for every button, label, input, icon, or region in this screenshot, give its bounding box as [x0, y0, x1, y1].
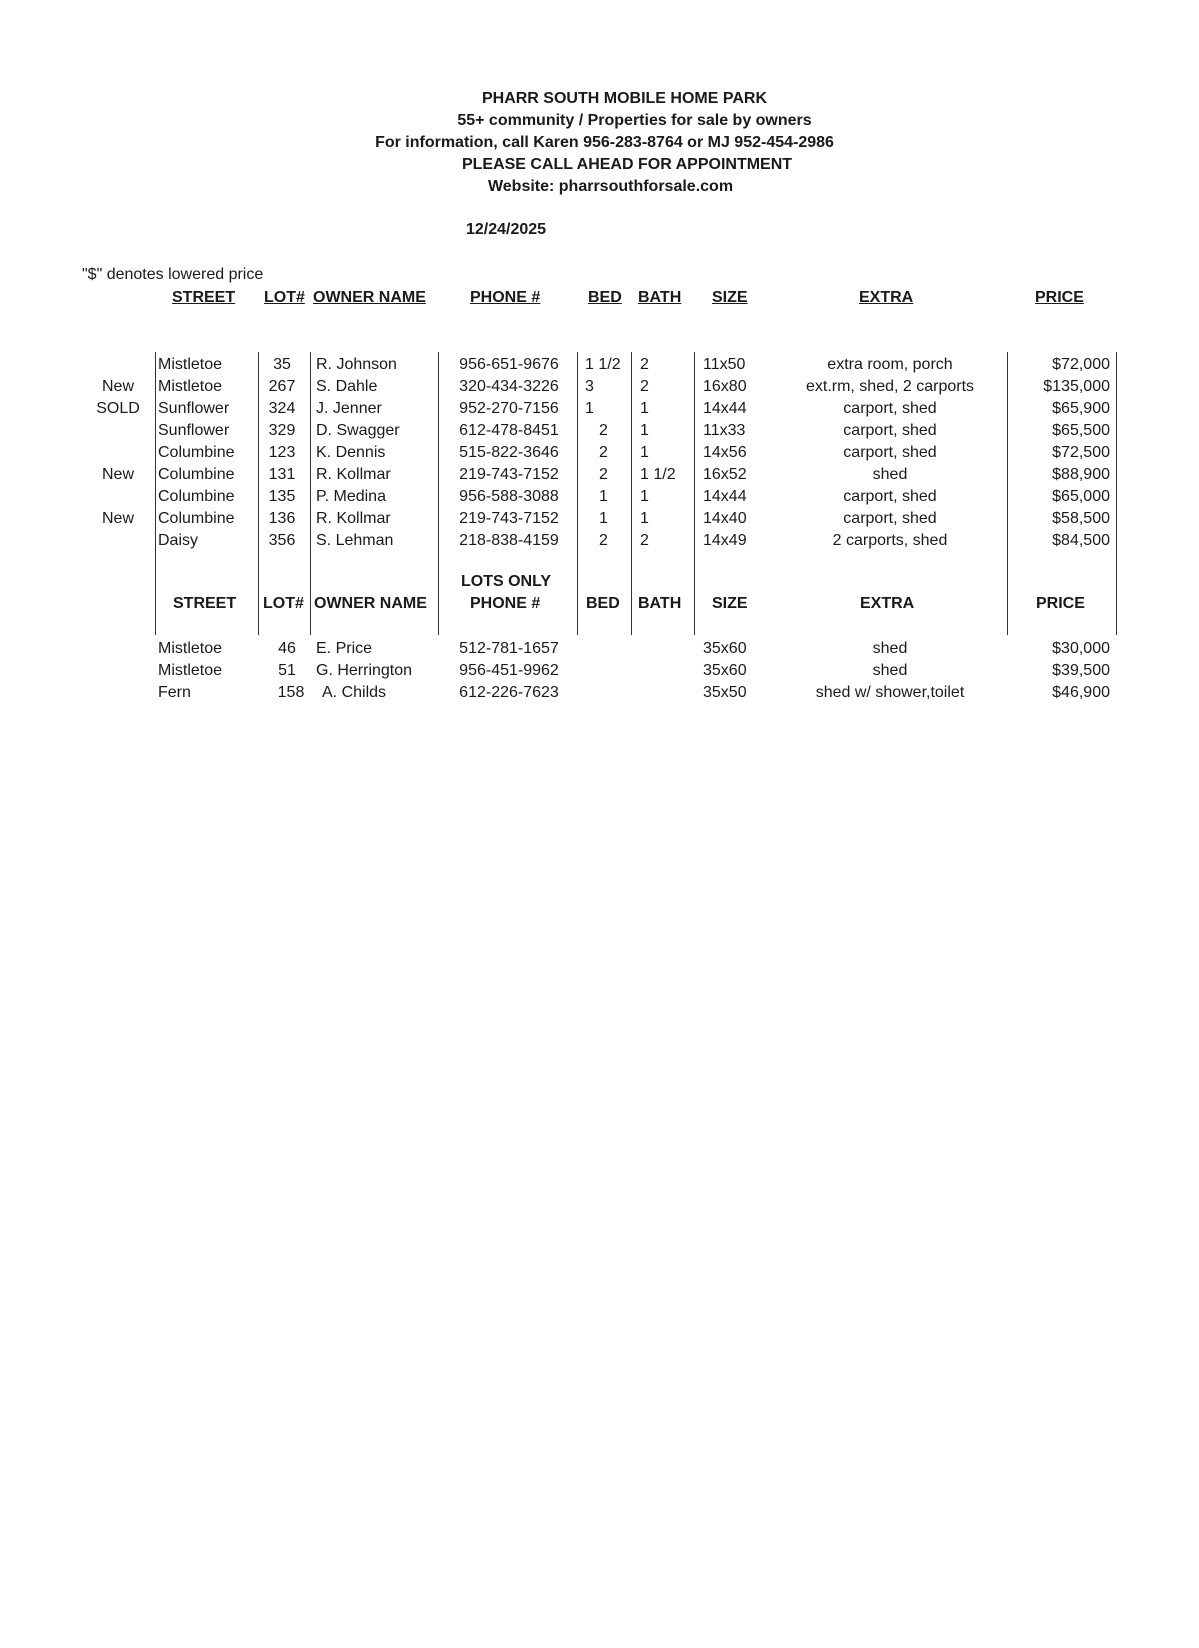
cell-bed: 1	[599, 510, 608, 527]
cell-bed: 1	[599, 488, 608, 505]
cell-size: 14x56	[703, 444, 747, 461]
cell-price: $84,500	[1052, 532, 1110, 549]
cell-bath: 2	[640, 356, 649, 373]
cell-extra: extra room, porch	[827, 356, 953, 373]
cell-owner: R. Johnson	[316, 356, 397, 373]
cell-size: 35x50	[703, 684, 747, 701]
cell-owner: R. Kollmar	[316, 510, 391, 527]
cell-bath: 1 1/2	[640, 466, 676, 483]
cell-extra: carport, shed	[843, 422, 937, 439]
document-header	[0, 88, 1199, 198]
lots-col-owner: OWNER NAME	[314, 595, 427, 612]
lots-only-title: LOTS ONLY	[461, 573, 552, 590]
lots-col-size: SIZE	[712, 595, 748, 612]
col-size: SIZE	[712, 289, 748, 306]
cell-extra: carport, shed	[843, 510, 937, 527]
cell-phone: 956-451-9962	[459, 662, 559, 679]
cell-street: Daisy	[158, 532, 199, 549]
cell-street: Mistletoe	[158, 662, 223, 679]
cell-owner: S. Dahle	[316, 378, 378, 395]
cell-phone: 956-588-3088	[459, 488, 559, 505]
cell-street: Sunflower	[158, 400, 230, 417]
cell-street: Fern	[158, 684, 191, 701]
cell-size: 11x50	[703, 356, 746, 373]
lots-col-street: STREET	[173, 595, 237, 612]
cell-bath: 1	[640, 422, 649, 439]
cell-extra: carport, shed	[843, 488, 937, 505]
table-rule	[1116, 352, 1117, 635]
cell-size: 14x44	[703, 488, 747, 505]
col-extra: EXTRA	[859, 289, 914, 306]
table-rule	[258, 352, 259, 635]
cell-lot: 51	[278, 662, 296, 679]
cell-bed: 3	[585, 378, 594, 395]
table-rule	[155, 352, 156, 635]
cell-lot: 135	[268, 488, 296, 505]
cell-owner: A. Childs	[322, 684, 387, 701]
cell-phone: 219-743-7152	[459, 510, 559, 527]
col-owner: OWNER NAME	[313, 289, 426, 306]
cell-extra: carport, shed	[843, 400, 937, 417]
cell-lot: 329	[268, 422, 296, 439]
cell-size: 16x52	[703, 466, 747, 483]
cell-extra: ext.rm, shed, 2 carports	[805, 378, 975, 395]
cell-extra: shed	[872, 466, 908, 483]
lots-col-price: PRICE	[1036, 595, 1085, 612]
cell-street: Mistletoe	[158, 356, 223, 373]
col-lot: LOT#	[264, 289, 305, 306]
cell-bed: 2	[599, 532, 608, 549]
cell-lot: 35	[273, 356, 291, 373]
appointment-note: PLEASE CALL AHEAD FOR APPOINTMENT	[461, 156, 793, 173]
cell-price: $65,500	[1052, 422, 1110, 439]
cell-extra: 2 carports, shed	[832, 532, 948, 549]
lots-col-bath: BATH	[638, 595, 682, 612]
cell-lot: 131	[268, 466, 296, 483]
cell-status: New	[101, 510, 134, 527]
lots-col-extra: EXTRA	[860, 595, 915, 612]
cell-price: $72,500	[1052, 444, 1110, 461]
table-rule	[577, 352, 578, 635]
cell-phone: 320-434-3226	[459, 378, 559, 395]
cell-price: $65,900	[1052, 400, 1110, 417]
table-rule	[310, 352, 311, 635]
cell-bed: 2	[599, 444, 608, 461]
cell-street: Columbine	[158, 488, 235, 505]
col-price: PRICE	[1035, 289, 1084, 306]
cell-status: SOLD	[96, 400, 140, 417]
cell-lot: 356	[268, 532, 296, 549]
cell-price: $39,500	[1052, 662, 1110, 679]
col-street: STREET	[172, 289, 236, 306]
lots-col-lot: LOT#	[263, 595, 304, 612]
community-info: 55+ community / Properties for sale by owners	[457, 112, 812, 129]
cell-owner: S. Lehman	[316, 532, 394, 549]
cell-phone: 219-743-7152	[459, 466, 559, 483]
cell-phone: 612-226-7623	[459, 684, 559, 701]
cell-extra: carport, shed	[843, 444, 937, 461]
col-bed: BED	[588, 289, 622, 306]
cell-bath: 1	[640, 488, 649, 505]
cell-lot: 324	[268, 400, 296, 417]
cell-price: $135,000	[1043, 378, 1110, 395]
cell-street: Mistletoe	[158, 640, 223, 657]
cell-owner: P. Medina	[316, 488, 386, 505]
cell-bed: 1	[585, 400, 594, 417]
cell-street: Mistletoe	[158, 378, 223, 395]
contact-info: For information, call Karen 956-283-8764 or MJ 952-454-2986	[375, 134, 834, 151]
cell-owner: E. Price	[316, 640, 373, 657]
col-phone: PHONE #	[470, 289, 541, 306]
cell-phone: 512-781-1657	[459, 640, 559, 657]
cell-price: $58,500	[1052, 510, 1110, 527]
cell-price: $72,000	[1052, 356, 1110, 373]
cell-street: Columbine	[158, 510, 235, 527]
cell-owner: K. Dennis	[316, 444, 386, 461]
cell-size: 16x80	[703, 378, 747, 395]
cell-bath: 2	[640, 532, 649, 549]
cell-lot: 267	[268, 378, 296, 395]
cell-size: 14x44	[703, 400, 747, 417]
park-name: PHARR SOUTH MOBILE HOME PARK	[481, 90, 768, 107]
cell-phone: 956-651-9676	[459, 356, 559, 373]
cell-street: Columbine	[158, 466, 235, 483]
website-info: Website: pharrsouthforsale.com	[487, 178, 734, 195]
table-rule	[631, 352, 632, 635]
cell-extra: shed	[872, 662, 908, 679]
lots-col-phone: PHONE #	[470, 595, 541, 612]
cell-bath: 2	[640, 378, 649, 395]
cell-phone: 218-838-4159	[459, 532, 559, 549]
table-rule	[1007, 352, 1008, 635]
cell-owner: G. Herrington	[316, 662, 413, 679]
listing-date: 12/24/2025	[466, 221, 547, 238]
cell-lot: 123	[268, 444, 296, 461]
cell-bed: 2	[599, 466, 608, 483]
cell-price: $88,900	[1052, 466, 1110, 483]
cell-extra: shed	[872, 640, 908, 657]
cell-size: 35x60	[703, 640, 747, 657]
table-rule	[438, 352, 439, 635]
cell-price: $65,000	[1052, 488, 1110, 505]
cell-bath: 1	[640, 444, 649, 461]
cell-owner: R. Kollmar	[316, 466, 391, 483]
cell-size: 14x40	[703, 510, 747, 527]
col-bath: BATH	[638, 289, 682, 306]
cell-street: Columbine	[158, 444, 235, 461]
cell-status: New	[101, 378, 134, 395]
cell-extra: shed w/ shower,toilet	[815, 684, 965, 701]
cell-bed: 1 1/2	[585, 356, 621, 373]
cell-phone: 952-270-7156	[459, 400, 559, 417]
cell-size: 35x60	[703, 662, 747, 679]
cell-size: 14x49	[703, 532, 747, 549]
cell-lot: 46	[278, 640, 296, 657]
cell-bed: 2	[599, 422, 608, 439]
cell-owner: D. Swagger	[316, 422, 400, 439]
cell-bath: 1	[640, 510, 649, 527]
cell-street: Sunflower	[158, 422, 230, 439]
lots-col-bed: BED	[586, 595, 620, 612]
cell-bath: 1	[640, 400, 649, 417]
table-rule	[694, 352, 695, 635]
cell-lot: 158	[277, 684, 305, 701]
cell-owner: J. Jenner	[316, 400, 382, 417]
cell-lot: 136	[268, 510, 296, 527]
cell-price: $30,000	[1052, 640, 1110, 657]
cell-price: $46,900	[1052, 684, 1110, 701]
cell-size: 11x33	[703, 422, 746, 439]
cell-status: New	[101, 466, 134, 483]
cell-phone: 515-822-3646	[459, 444, 559, 461]
price-note: "$" denotes lowered price	[82, 266, 264, 283]
cell-phone: 612-478-8451	[459, 422, 559, 439]
